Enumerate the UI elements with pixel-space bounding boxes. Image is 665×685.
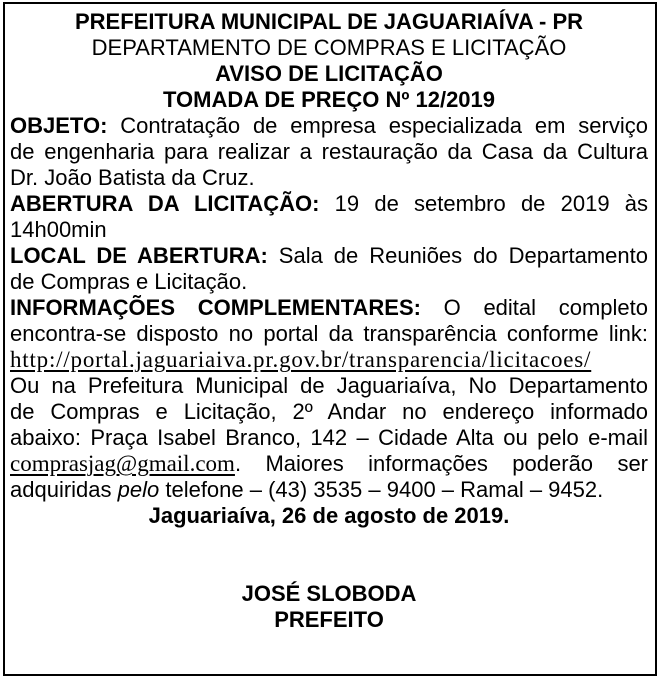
local-line-1	[10, 243, 648, 269]
objeto-line-2: de engenharia para realizar a restauração da Casa da Cultura	[10, 139, 648, 164]
informacoes-line-1	[10, 295, 648, 321]
email-link[interactable]: comprasjag@gmail.com	[10, 451, 235, 476]
informacoes-line-7	[10, 477, 648, 503]
notice-border-frame	[3, 2, 657, 676]
date-line: Jaguariaíva, 26 de agosto de 2019.	[148, 503, 510, 528]
informacoes-text-6: . Maiores informações poderão ser	[234, 451, 648, 476]
transparency-url-link[interactable]: http://portal.jaguariaiva.pr.gov.br/transparencia/licitacoes/	[10, 347, 592, 372]
abertura-line-2: 14h00min	[10, 217, 107, 242]
abertura-line-1	[10, 191, 648, 217]
bid-process-number: TOMADA DE PREÇO Nº 12/2019	[162, 87, 496, 112]
informacoes-line-4: de Compras e Licitação, 2º Andar no endereço informado	[10, 399, 648, 424]
informacoes-line-5: abaixo: Praça Isabel Branco, 142 – Cidade Alta ou pelo e-mail	[10, 425, 648, 450]
local-line-2: de Compras e Licitação.	[10, 269, 248, 294]
informacoes-line-3: Ou na Prefeitura Municipal de Jaguariaíva, No Departamento	[10, 373, 648, 398]
local-label: LOCAL DE ABERTURA:	[10, 243, 268, 268]
header-department: DEPARTAMENTO DE COMPRAS E LICITAÇÃO	[91, 35, 567, 60]
header-municipality: PREFEITURA MUNICIPAL DE JAGUARIAÍVA - PR	[74, 9, 584, 34]
objeto-line-1	[10, 113, 648, 139]
signature-gap	[10, 529, 648, 581]
objeto-text-1: Contratação de empresa especializada em serviço	[107, 113, 648, 138]
notice-title: AVISO DE LICITAÇÃO	[215, 61, 443, 86]
informacoes-text-7b: telefone – (43) 3535 – 9400 – Ramal – 9452.	[159, 477, 604, 502]
informacoes-text-7-italic: pelo	[117, 477, 160, 502]
informacoes-line-2: encontra-se disposto no portal da transparência conforme link:	[10, 321, 648, 346]
abertura-label: ABERTURA DA LICITAÇÃO:	[10, 191, 320, 216]
signatory-role: PREFEITO	[274, 607, 384, 632]
objeto-line-3: Dr. João Batista da Cruz.	[10, 165, 255, 190]
informacoes-label: INFORMAÇÕES COMPLEMENTARES:	[10, 295, 421, 320]
local-text-1: Sala de Reuniões do Departamento	[267, 243, 648, 268]
transparency-link-line	[10, 347, 648, 373]
informacoes-line-6	[10, 451, 648, 477]
objeto-label: OBJETO:	[10, 113, 108, 138]
abertura-text-1: 19 de setembro de 2019 às	[319, 191, 649, 216]
informacoes-text-7a: adquiridas	[10, 477, 118, 502]
informacoes-text-1: O edital completo	[420, 295, 648, 320]
signatory-name: JOSÉ SLOBODA	[241, 581, 417, 606]
